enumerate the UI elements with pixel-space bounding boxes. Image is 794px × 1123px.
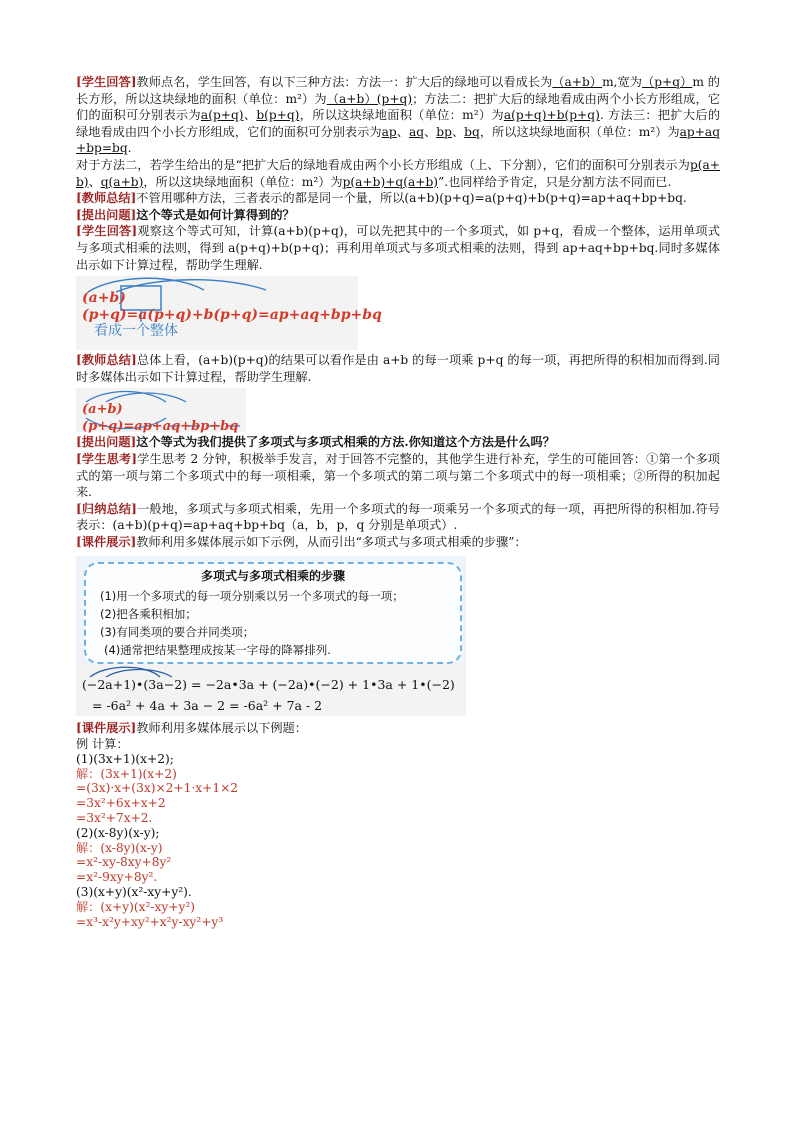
paragraph-slide-show-1: [课件展示]教师利用多媒体展示如下示例，从而引出“多项式与多项式相乘的步骤”：	[76, 534, 527, 549]
answer-blank: p(a+b)	[76, 157, 720, 189]
paragraph-student-answer-1: [学生回答]教师点名，学生回答，有以下三种方法：方法一：扩大后的绿地可以看成长为（a+b）m,宽为（p+q）m 的长方形，所以这块绿地的面积（单位：m²）为（a+b）(p+q)；方法二：把扩大后的绿地看成由两个小长方形组成，它们的面积可分别表示为a(p+q)、b(p+q)，所以这块绿地面积（单位：m²）为a(p+q)+b(p+q). 方法三：把扩大后的绿地看成由四个小长方形组成，它们的面积可分别表示为ap、aq、bp、bq，所以这块绿地面积（单位：m²）为ap+aq+bp=bq.	[76, 75, 721, 156]
answer-blank: aq	[408, 124, 425, 139]
figure-note: 看成一个整体	[94, 323, 178, 340]
section-tag: [学生回答]	[76, 75, 137, 89]
paragraph-method-two-note: 对于方法二，若学生给出的是“把扩大后的绿地看成由两个小长方形组成（上、下分割），它们的面积可分别表示为p(a+b)、q(a+b)，所以这块绿地面积（单位：m²）为p(a+b)+q(a+b)”.也同样给予肯定，只是分割方法不同而已.	[76, 157, 720, 189]
answer-blank: ap	[381, 124, 397, 139]
paragraph-question-2: [提出问题]这个等式为我们提供了多项式与多项式相乘的方法.你知道这个方法是什么吗？	[76, 435, 555, 450]
problem-line: (1)(3x+1)(x+2);	[76, 751, 174, 766]
paragraph-teacher-summary-2: [教师总结]总体上看，(a+b)(p+q)的结果可以看作是由 a+b 的每一项乘 p+q 的每一项，再把所得的积相加而得到.同时多媒体出示如下计算过程，帮助学生理解.	[76, 353, 720, 384]
problem-line: (2)(x-8y)(x-y);	[76, 825, 160, 840]
paragraph-student-answer-2: [学生回答]观察这个等式可知，计算(a+b)(p+q)，可以先把其中的一个多项式，如 p+q，看成一个整体，运用单项式与多项式相乘的法则，得到 a(p+q)+b(p+q)；再利用单项式与多项式相乘的法则，得到 ap+aq+bp+bq.同时多媒体出示如下计算过程，帮助学生理解.	[76, 224, 720, 272]
solution-line: =x²-9xy+8y².	[76, 870, 158, 885]
answer-blank: （a+b）(p+q)	[326, 91, 413, 106]
answer-blank: p(a+b)+q(a+b)	[342, 174, 439, 189]
figure-whole-expansion	[76, 276, 382, 350]
example-lines	[76, 752, 720, 930]
steps-panel	[76, 556, 466, 664]
answer-blank: b(p+q)	[256, 108, 300, 123]
solution-line: =x²-xy-8xy+8y²	[76, 855, 172, 870]
example-line-1: (−2a+1)•(3a−2) = −2a•3a + (−2a)•(−2) + 1•3a + 1•(−2)	[82, 677, 455, 693]
section-tag: [教师总结]	[76, 353, 137, 368]
solution-line: =(3x)·x+(3x)×2+1·x+1×2	[76, 781, 239, 796]
section-tag: [课件展示]	[76, 534, 137, 549]
solution-line: =x³-x²y+xy²+x²y-xy²+y³	[76, 914, 224, 929]
answer-blank: （a+b）	[552, 75, 603, 89]
paragraph-teacher-summary-1: [教师总结]不管用哪种方法，三者表示的都是同一个量，所以(a+b)(p+q)=a(p+q)+b(p+q)=ap+aq+bp+bq.	[76, 191, 687, 206]
example-heading: 例 计算：	[76, 737, 129, 752]
section-tag: [学生回答]	[76, 224, 138, 239]
section-tag: [归纳总结]	[76, 501, 137, 516]
figure-worked-example	[76, 664, 466, 716]
solution-line: 解：(3x+1)(x+2)	[76, 766, 177, 781]
solution-line: 解：(x+y)(x²-xy+y²)	[76, 899, 195, 914]
section-tag: [课件展示]	[76, 721, 137, 736]
document-page	[76, 74, 720, 929]
answer-blank: bp	[436, 124, 452, 139]
paragraph-question-1: [提出问题]这个等式是如何计算得到的？	[76, 207, 295, 222]
section-tag: [提出问题]	[76, 435, 137, 450]
example-block	[76, 737, 720, 929]
step-item: (1)用一个多项式的每一项分别乘以另一个多项式的每一项；	[100, 589, 404, 604]
step-item: (4)通常把结果整理成按某一字母的降幂排列.	[104, 643, 331, 658]
paragraph-conclusion: [归纳总结]一般地，多项式与多项式相乘，先用一个多项式的每一项乘另一个多项式的每一项，再把所得的积相加.符号表示：(a+b)(p+q)=ap+aq+bp+bq（a，b，p，q 分别是单项式）.	[76, 501, 720, 533]
answer-blank: q(a+b)	[100, 174, 144, 189]
paragraph-student-thinking: [学生思考]学生思考 2 分钟，积极举手发言，对于回答不完整的，其他学生进行补充，学生的可能回答：①第一个多项式的第一项与第二个多项式中的每一项相乘，第一个多项式的第二项与第二个多项式中的每一项相乘；②所得的积加起来.	[76, 451, 720, 500]
solution-line: =3x²+6x+x+2	[76, 796, 166, 811]
answer-blank: a(p+q)+b(p+q)	[503, 108, 600, 123]
formula-text: (a+b)(p+q)=ap+aq+bp+bq	[82, 402, 239, 434]
problem-line: (3)(x+y)(x²-xy+y²).	[76, 885, 192, 900]
formula-text: (a+b)(p+q)=a(p+q)+b(p+q)=ap+aq+bp+bq	[82, 290, 382, 323]
steps-box	[84, 562, 462, 664]
section-tag: [提出问题]	[76, 207, 137, 222]
section-tag: [教师总结]	[76, 191, 137, 206]
answer-blank: bq	[464, 124, 480, 139]
answer-blank: ap+aq+bp=bq	[76, 124, 721, 156]
figure-term-by-term	[76, 388, 246, 432]
paragraph-slide-show-2: [课件展示]教师利用多媒体展示以下例题：	[76, 721, 307, 736]
answer-blank: a(p+q)	[200, 108, 244, 123]
steps-title: 多项式与多项式相乘的步骤	[200, 569, 345, 584]
solution-line: 解：(x-8y)(x-y)	[76, 840, 163, 855]
answer-blank: （p+q）	[642, 75, 693, 89]
section-tag: [学生思考]	[76, 451, 137, 466]
step-item: (2)把各乘积相加；	[100, 607, 197, 622]
step-item: (3)有同类项的要合并同类项；	[100, 625, 255, 640]
solution-line: =3x²+7x+2.	[76, 811, 153, 826]
example-line-2: = -6a² + 4a + 3a − 2 = -6a² + 7a - 2	[92, 698, 323, 714]
